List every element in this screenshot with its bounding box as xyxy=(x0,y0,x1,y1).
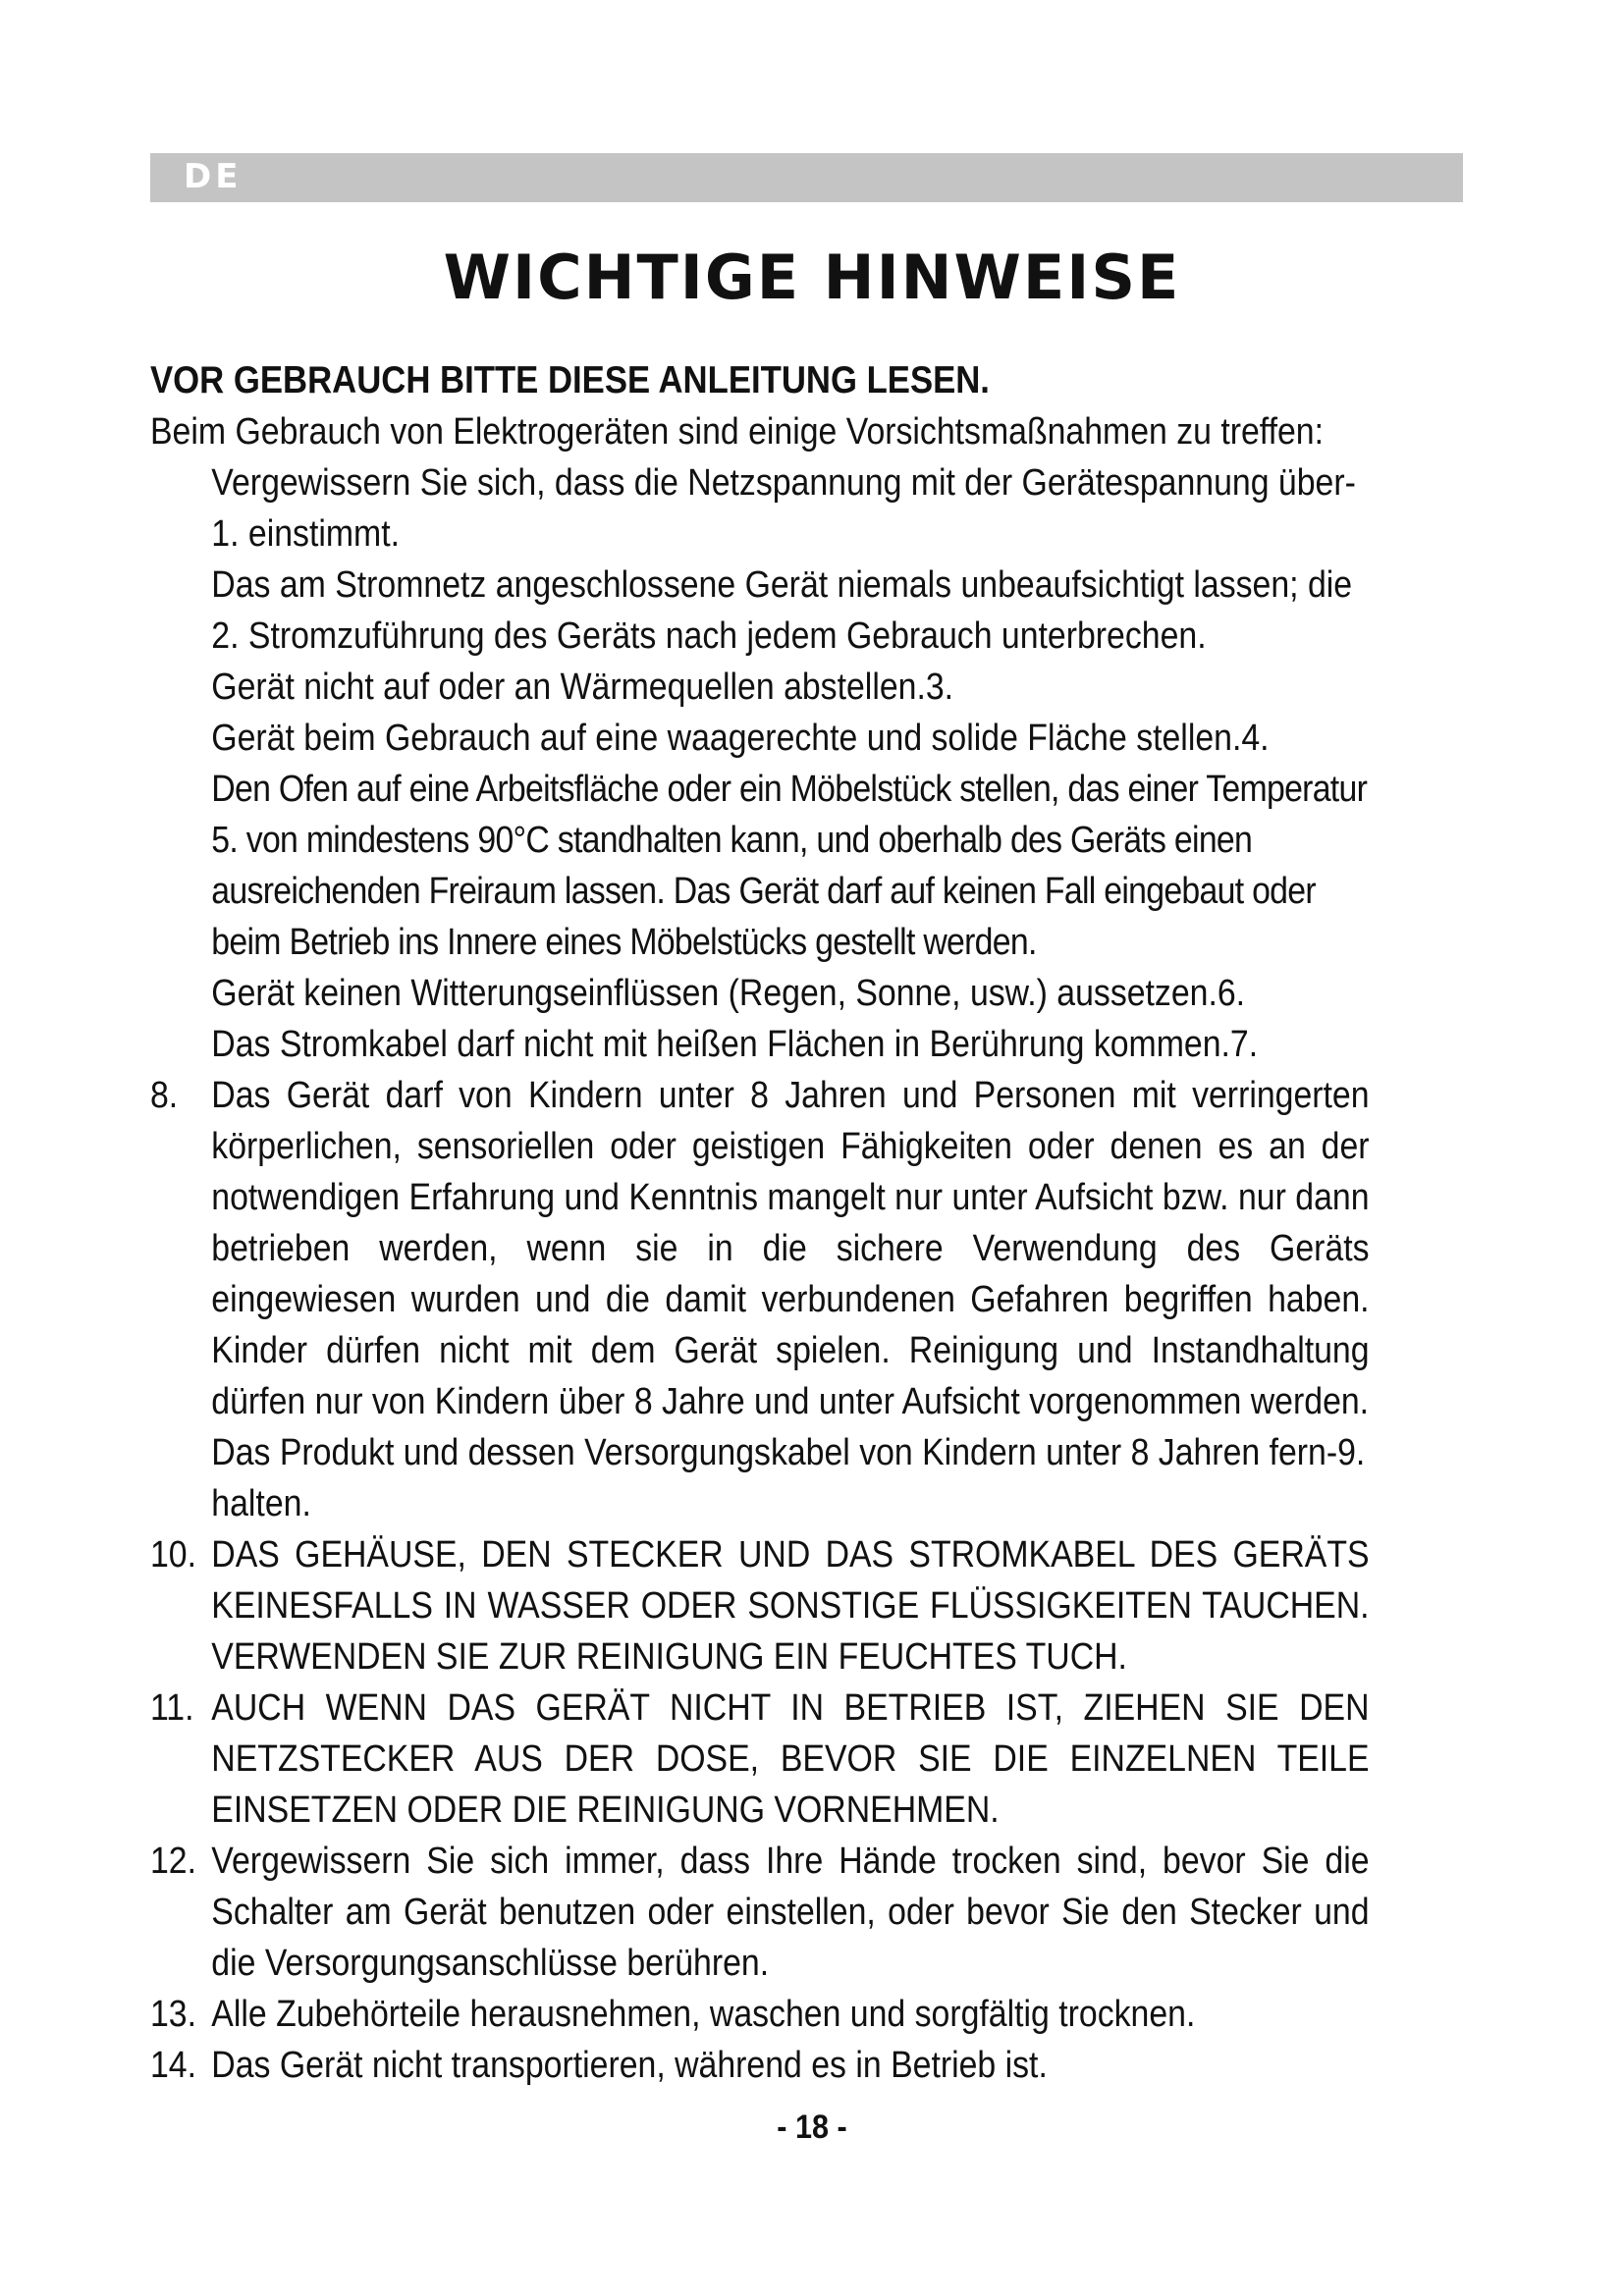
list-item-text: Gerät beim Gebrauch auf eine waagerechte und solide Fläche stellen.4. xyxy=(211,718,1270,759)
language-bar xyxy=(150,153,1463,202)
list-item-text: Das Stromkabel darf nicht mit heißen Flächen in Berührung kommen.7. xyxy=(211,1024,1259,1065)
list-item-number: 10. xyxy=(150,1534,197,1575)
list-item-number: 14. xyxy=(150,2045,197,2086)
list-item-text: Das Gerät nicht transportieren, während es in Betrieb ist. xyxy=(211,2045,1048,2086)
list-item-5 xyxy=(150,764,1370,968)
list-item-8 xyxy=(150,1070,1370,1427)
list-item-text: AUCH WENN DAS GERÄT NICHT IN BETRIEB IST, ZIEHEN SIE DEN NETZSTECKER AUS DER DOSE, BEVOR SIE DIE EINZELNEN TEILE EINSETZEN ODER DIE REINIGUNG VORNEHMEN. xyxy=(211,1687,1370,1831)
list-item-3 xyxy=(150,662,1370,713)
list-item-number: 11. xyxy=(150,1687,194,1729)
document-body xyxy=(150,355,1370,2091)
list-item-12 xyxy=(150,1836,1370,1989)
intro-text: Beim Gebrauch von Elektrogeräten sind einige Vorsichtsmaßnahmen zu treffen: xyxy=(150,411,1325,453)
list-item-13 xyxy=(150,1989,1370,2040)
list-item-number: 12. xyxy=(150,1841,197,1882)
page-title: WICHTIGE HINWEISE xyxy=(443,241,1181,313)
list-item-text: Alle Zubehörteile herausnehmen, waschen und sorgfältig trocknen. xyxy=(211,1994,1196,2035)
list-item-text: Das Gerät darf von Kindern unter 8 Jahren und Personen mit verringerten körperlichen, sensoriellen oder geistigen Fähigkeiten oder denen es an der notwendigen Erfahrung und Kenntnis mangelt nur unter Aufsicht bzw. nur dann betrieben werden, wenn sie in die sichere Verwendung des Geräts eingewiesen wurden und die damit verbundenen Gefahren begriffen haben. Kinder dürfen nicht mit dem Gerät spielen. Reinigung und Instandhaltung dürfen nur von Kindern über 8 Jahre und unter Aufsicht vorgenommen werden. xyxy=(211,1075,1370,1422)
list-item-text: Das Produkt und dessen Versorgungskabel von Kindern unter 8 Jahren fern-9. halten. xyxy=(211,1432,1366,1524)
list-item-9 xyxy=(150,1427,1370,1529)
list-item-number: 13. xyxy=(150,1994,197,2035)
page-number: - 18 - xyxy=(777,2109,847,2146)
list-item-text: Den Ofen auf eine Arbeitsfläche oder ein Möbelstück stellen, das einer Temperatur 5. von mindestens 90°C standhalten kann, und oberhalb des Geräts einen ausreichenden Freiraum lassen. Das Gerät darf auf keinen Fall eingebaut oder beim Betrieb ins Innere eines Möbelstücks gestellt werden. xyxy=(211,769,1368,963)
list-item-10 xyxy=(150,1529,1370,1682)
list-item-1 xyxy=(150,457,1370,560)
list-item-11 xyxy=(150,1682,1370,1836)
list-item-text: Gerät keinen Witterungseinflüssen (Regen, Sonne, usw.) aussetzen.6. xyxy=(211,973,1246,1014)
list-item-14 xyxy=(150,2040,1370,2091)
list-item-6 xyxy=(150,968,1370,1019)
list-item-text: Gerät nicht auf oder an Wärmequellen abstellen.3. xyxy=(211,667,954,708)
list-item-text: Vergewissern Sie sich, dass die Netzspannung mit der Gerätespannung über-1. einstimmt. xyxy=(211,462,1356,555)
list-item-text: DAS GEHÄUSE, DEN STECKER UND DAS STROMKABEL DES GERÄTS KEINESFALLS IN WASSER ODER SONSTIGE FLÜSSIGKEITEN TAUCHEN. VERWENDEN SIE ZUR REINIGUNG EIN FEUCHTES TUCH. xyxy=(211,1534,1370,1678)
list-item-text: Vergewissern Sie sich immer, dass Ihre Hände trocken sind, bevor Sie die Schalter am Gerät benutzen oder einstellen, oder bevor Sie den Stecker und die Versorgungsanschlüsse berühren. xyxy=(211,1841,1370,1984)
list-item-number: 8. xyxy=(150,1075,179,1116)
list-item-2 xyxy=(150,560,1370,662)
list-item-text: Das am Stromnetz angeschlossene Gerät niemals unbeaufsichtigt lassen; die 2. Stromzuführung des Geräts nach jedem Gebrauch unterbrechen. xyxy=(211,564,1353,657)
subheading: VOR GEBRAUCH BITTE DIESE ANLEITUNG LESEN. xyxy=(150,359,990,401)
list-item-7 xyxy=(150,1019,1370,1070)
language-code: DE xyxy=(184,157,243,196)
list-item-4 xyxy=(150,713,1370,764)
